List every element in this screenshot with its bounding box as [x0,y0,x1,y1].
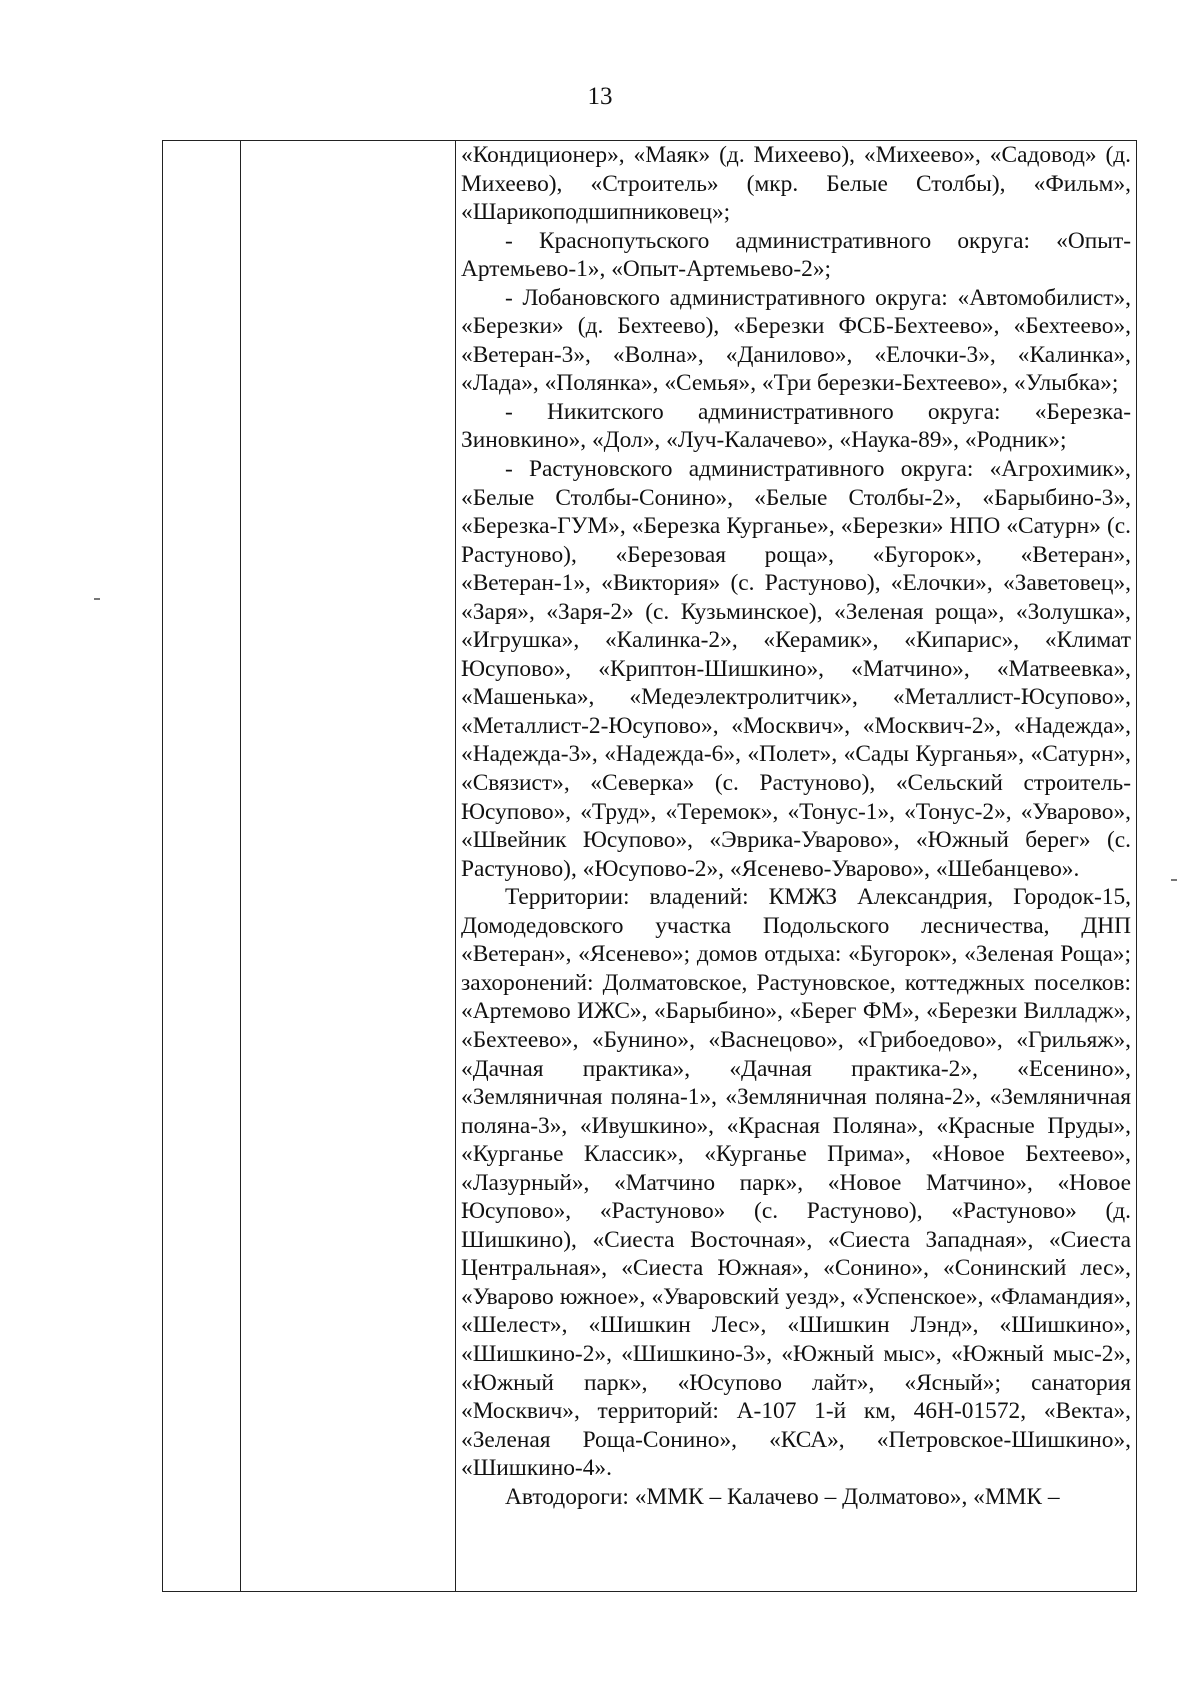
paragraph-rastunovsky-district: - Растуновского административного округа: «Агрохимик», «Белые Столбы-Сонино», «Белые Столбы-2», «Барыбино-3», «Березка-ГУМ», «Березка Курганье», «Березки» НПО «Сатурн» (с. Растуново), «Березовая роща», «Бугорок», «Ветеран», «Ветеран-1», «Виктория» (с. Растуново), «Елочки», «Заветовец», «Заря», «Заря-2» (с. Кузьминское), «Зеленая роща», «Золушка», «Игрушка», «Калинка-2», «Керамик», «Кипарис», «Климат Юсупово», «Криптон-Шишкино», «Матчино», «Матвеевка», «Машенька», «Медеэлектролитчик», «Металлист-Юсупово», «Металлист-2-Юсупово», «Москвич», «Москвич-2», «Надежда», «Надежда-3», «Надежда-6», «Полет», «Сады Курганья», «Сатурн», «Связист», «Северка» (с. Растуново), «Сельский строитель-Юсупово», «Труд», «Теремок», «Тонус-1», «Тонус-2», «Уварово», «Швейник Юсупово», «Эврика-Уварово», «Южный берег» (с. Растуново), «Юсупово-2», «Ясенево-Уварово», «Шебанцево». [461,456,1131,882]
scan-speck [94,598,100,600]
paragraph-roads: Автодороги: «ММК – Калачево – Долматово», «ММК – [505,1483,1060,1510]
paragraph-continuation: «Кондиционер», «Маяк» (д. Михеево), «Михеево», «Садовод» (д. Михеево), «Строитель» (мкр. Белые Столбы), «Фильм», «Шарикоподшипниковец»; [461,142,1131,226]
paragraph-krasnoputsky-district: - Краснопутьского административного округа: «Опыт-Артемьево-1», «Опыт-Артемьево-2»; [461,227,1131,283]
scan-speck [1171,879,1177,881]
paragraph-nikitsky-district: - Никитского административного округа: «Березка-Зиновкино», «Дол», «Луч-Калачево», «Наука-89», «Родник»; [461,398,1131,454]
page-number: 13 [587,83,613,110]
table-text-cell [461,141,1131,1591]
table [162,140,1137,1592]
paragraph-lobanovsky-district: - Лобановского административного округа: «Автомобилист», «Березки» (д. Бехтеево), «Березки ФСБ-Бехтеево», «Бехтеево», «Ветеран-3», «Волна», «Данилово», «Елочки-3», «Калинка», «Лада», «Полянка», «Семья», «Три березки-Бехтеево», «Улыбка»; [461,284,1131,397]
paragraph-territories: Территории: владений: КМЖЗ Александрия, Городок-15, Домодедовского участка Подольского лесничества, ДНП «Ветеран», «Ясенево»; домов отдыха: «Бугорок», «Зеленая Роща»; захоронений: Долматовское, Растуновское, коттеджных поселков: «Артемово ИЖС», «Барыбино», «Берег ФМ», «Березки Вилладж», «Бехтеево», «Бунино», «Васнецово», «Грибоедово», «Грильяж», «Дачная практика», «Дачная практика-2», «Есенино», «Земляничная поляна-1», «Земляничная поляна-2», «Земляничная поляна-3», «Ивушкино», «Красная Поляна», «Красные Пруды», «Курганье Классик», «Курганье Прима», «Новое Бехтеево», «Лазурный», «Матчино парк», «Новое Матчино», «Новое Юсупово», «Растуново» (с. Растуново), «Растуново» (д. Шишкино), «Сиеста Восточная», «Сиеста Западная», «Сиеста Центральная», «Сиеста Южная», «Сонино», «Сонинский лес», «Уварово южное», «Уваровский уезд», «Успенское», «Фламандия», «Шелест», «Шишкин Лес», «Шишкин Лэнд», «Шишкино», «Шишкино-2», «Шишкино-3», «Южный мыс», «Южный мыс-2», «Южный парк», «Юсупово лайт», «Ясный»; санатория «Москвич», территорий: А-107 1-й км, 46Н-01572, «Векта», «Зеленая Роща-Сонино», «КСА», «Петровское-Шишкино», «Шишкино-4». [461,884,1131,1482]
column-divider-1 [240,141,241,1591]
column-divider-2 [455,141,456,1591]
